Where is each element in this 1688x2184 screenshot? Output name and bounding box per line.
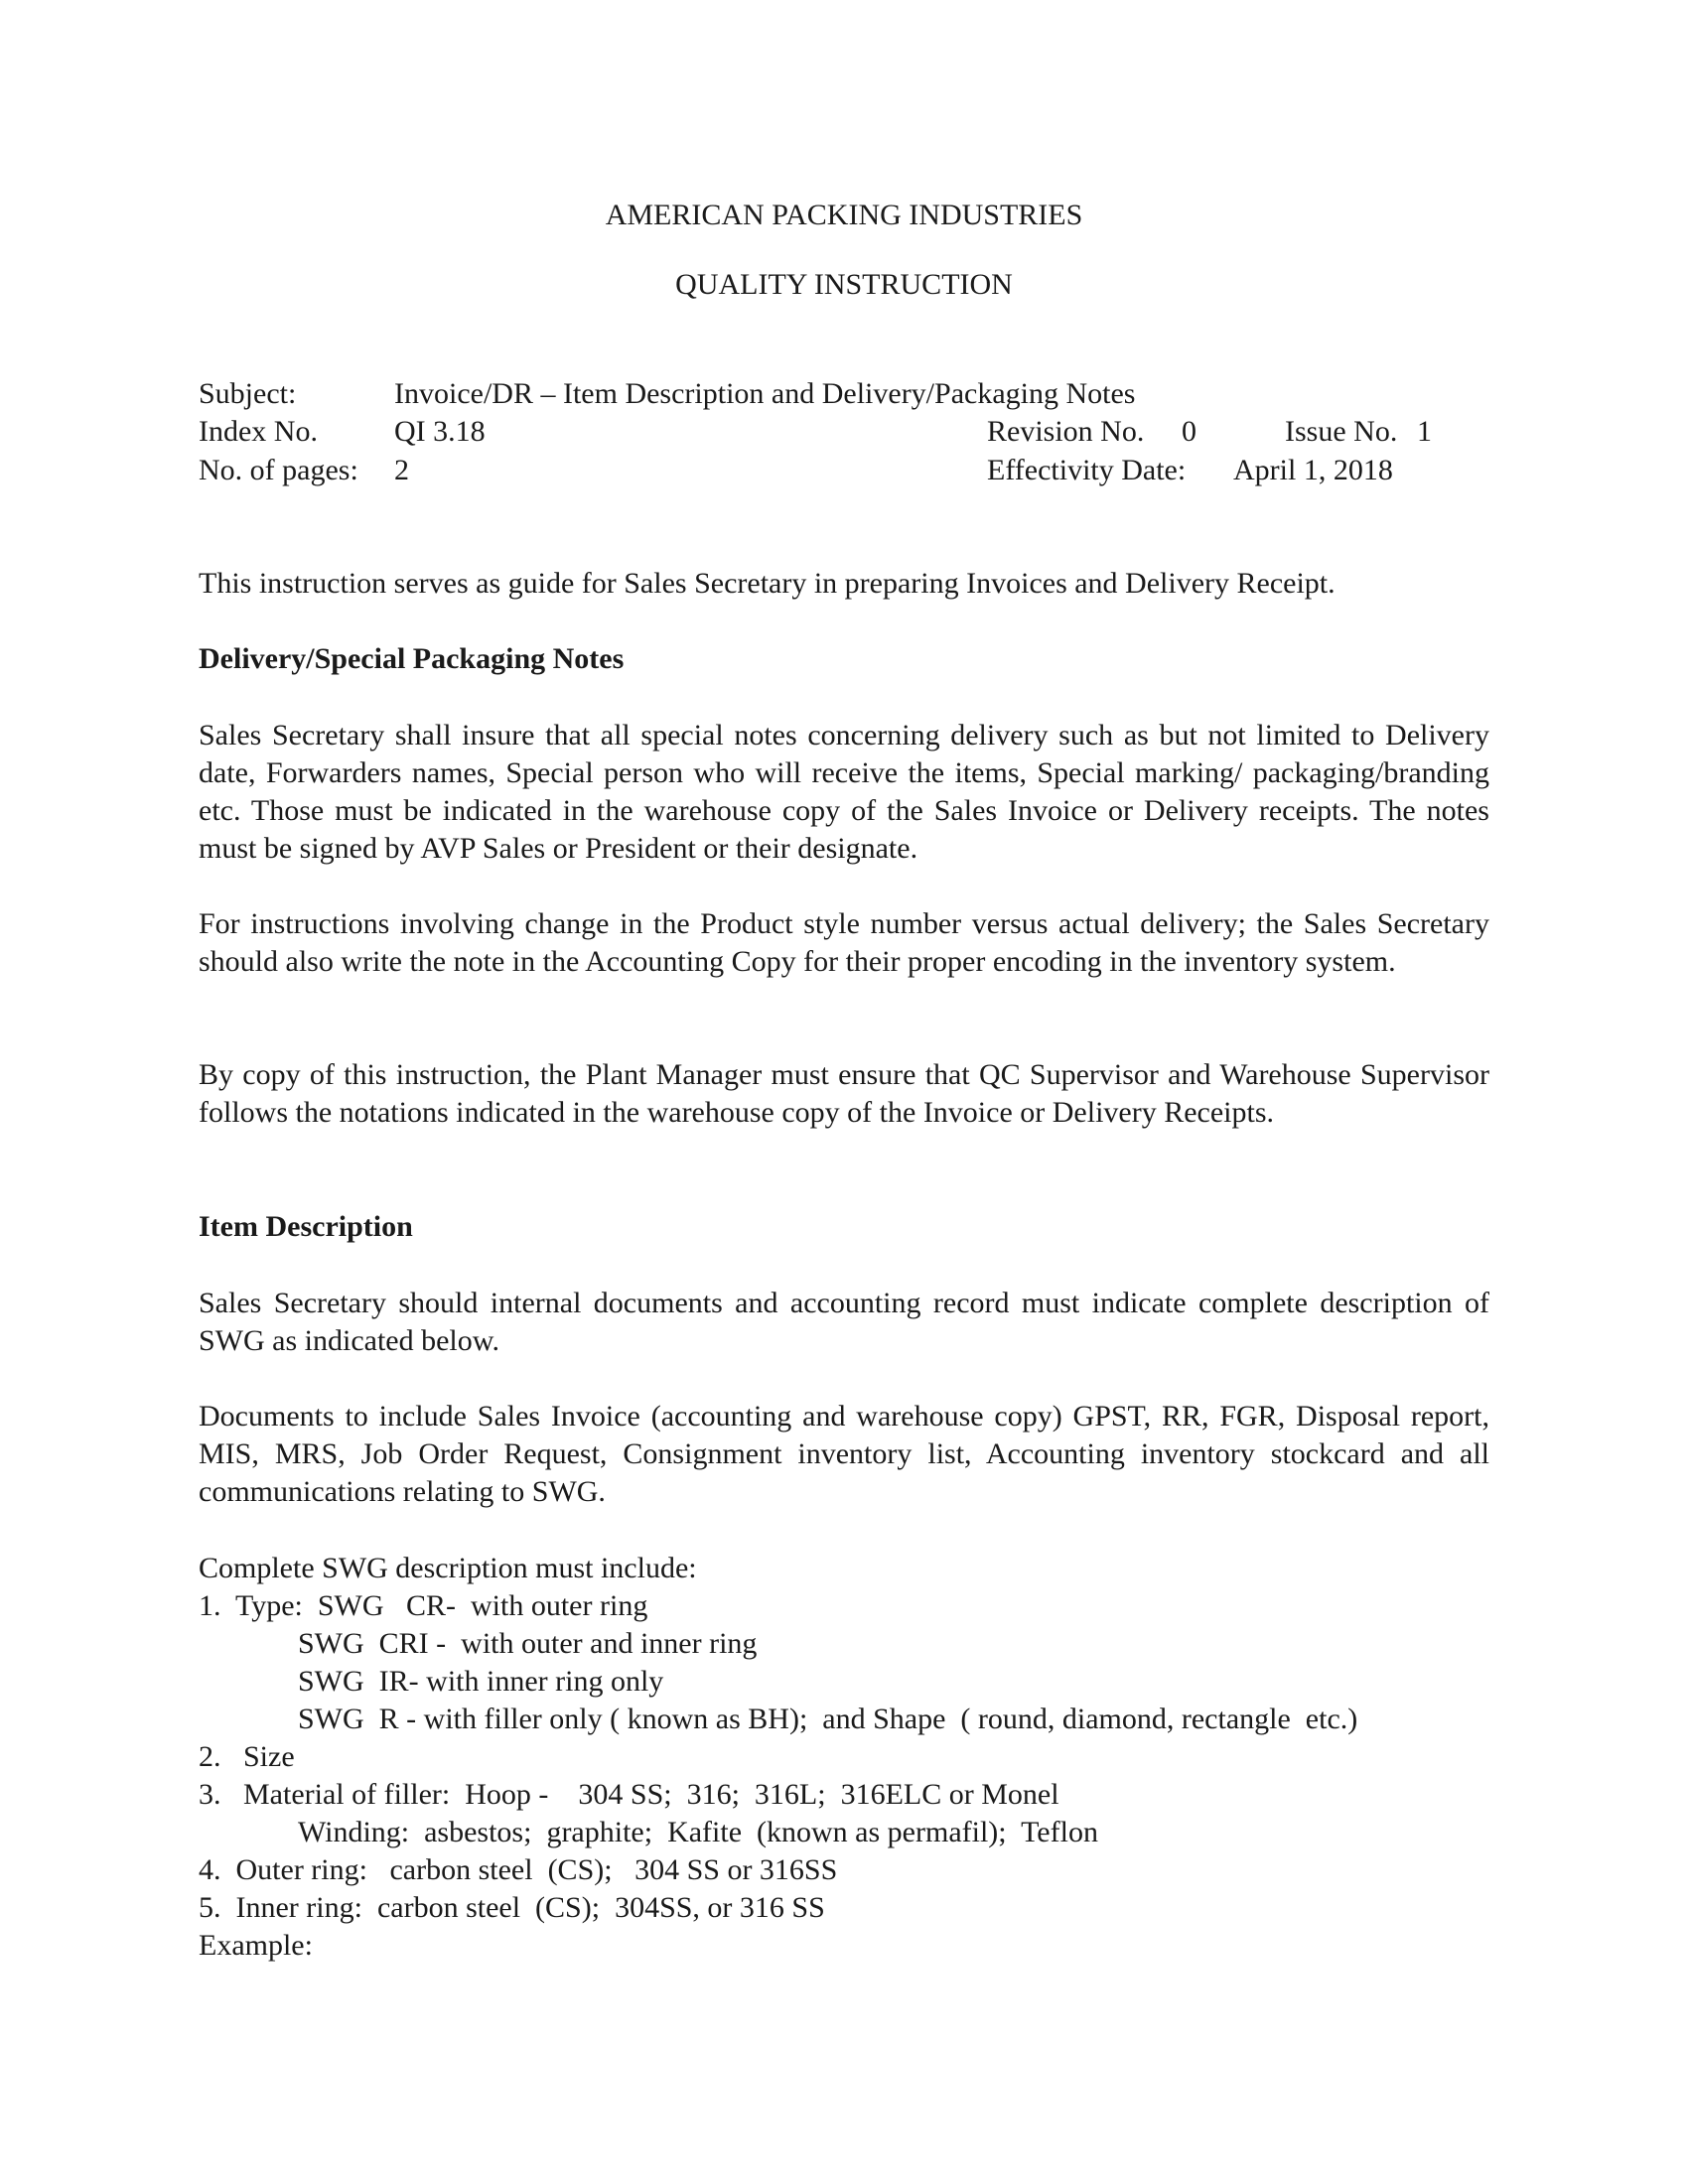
paragraph: Sales Secretary shall insure that all special notes concerning delivery such as but not limited to Delivery date, Forwarders names, Special person who will receive the items, Special marking/ packaging/branding etc. Those must be indicated in the warehouse copy of the Sales Invoice or Delivery receipts. The notes must be signed by AVP Sales or President or their designate. [199, 719, 1489, 865]
revision-value: 0 [1182, 415, 1196, 448]
list-item: 3. Material of filler: Hoop - 304 SS; 316; 316L; 316ELC or Monel [199, 1778, 1059, 1811]
paragraph: For instructions involving change in the Product style number versus actual delivery; the Sales Secretary should also write the note in the Accounting Copy for their proper encoding in the inventory system. [199, 907, 1489, 978]
intro-paragraph: This instruction serves as guide for Sales Secretary in preparing Invoices and Delivery Receipt. [199, 567, 1336, 600]
pages-label: No. of pages: [199, 454, 358, 486]
list-item: 2. Size [199, 1740, 295, 1773]
issue-value: 1 [1417, 415, 1432, 448]
issue-label: Issue No. [1285, 415, 1398, 448]
subject-label: Subject: [199, 377, 297, 410]
list-intro: Complete SWG description must include: [199, 1552, 697, 1584]
revision-label: Revision No. [987, 415, 1145, 448]
pages-value: 2 [394, 454, 409, 486]
subject-value: Invoice/DR – Item Description and Delivery/Packaging Notes [394, 377, 1136, 410]
company-name: AMERICAN PACKING INDUSTRIES [605, 199, 1083, 231]
list-item: Winding: asbestos; graphite; Kafite (known as permafil); Teflon [298, 1816, 1098, 1848]
paragraph: Sales Secretary should internal documents and accounting record must indicate complete description of SWG as indicated below. [199, 1287, 1489, 1357]
document-type: QUALITY INSTRUCTION [675, 268, 1013, 301]
paragraph: By copy of this instruction, the Plant Manager must ensure that QC Supervisor and Warehouse Supervisor follows the notations indicated in the warehouse copy of the Invoice or Delivery Receipts. [199, 1058, 1489, 1129]
effectivity-label: Effectivity Date: [987, 454, 1187, 486]
section-heading-item-description: Item Description [199, 1210, 413, 1243]
list-item: SWG IR- with inner ring only [298, 1665, 664, 1698]
example-label: Example: [199, 1929, 313, 1962]
index-label: Index No. [199, 415, 318, 448]
list-item: SWG R - with filler only ( known as BH); and Shape ( round, diamond, rectangle etc.) [298, 1703, 1358, 1735]
list-item: 4. Outer ring: carbon steel (CS); 304 SS or 316SS [199, 1853, 838, 1886]
section-heading-delivery: Delivery/Special Packaging Notes [199, 642, 625, 675]
index-value: QI 3.18 [394, 415, 486, 448]
list-item: 5. Inner ring: carbon steel (CS); 304SS, or 316 SS [199, 1891, 825, 1924]
list-item: SWG CRI - with outer and inner ring [298, 1627, 758, 1660]
effectivity-value: April 1, 2018 [1233, 454, 1393, 486]
list-item: 1. Type: SWG CR- with outer ring [199, 1589, 648, 1622]
paragraph: Documents to include Sales Invoice (accounting and warehouse copy) GPST, RR, FGR, Disposal report, MIS, MRS, Job Order Request, Consignment inventory list, Accounting inventory stockcard and all communications relating to SWG. [199, 1400, 1489, 1508]
